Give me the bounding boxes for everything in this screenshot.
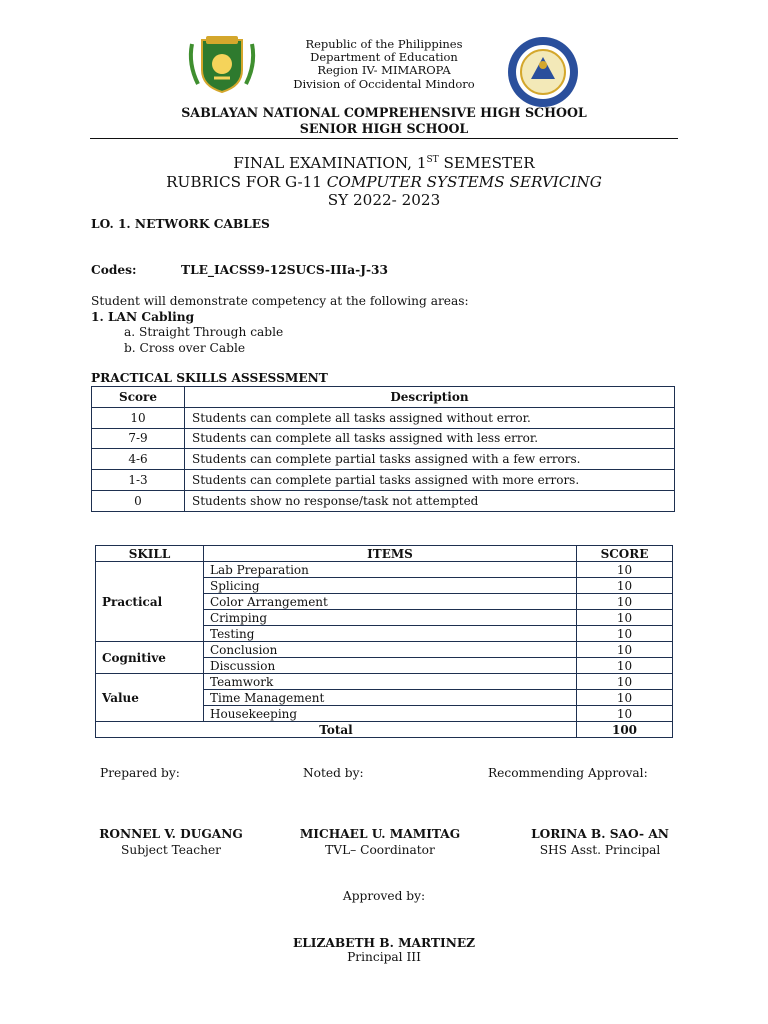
column-header: SKILL xyxy=(96,546,204,562)
table-header-row xyxy=(96,546,673,562)
table-row xyxy=(92,428,675,449)
score-cell: 7-9 xyxy=(92,428,185,449)
practical-skills-table xyxy=(91,386,675,512)
column-header: SCORE xyxy=(577,546,673,562)
total-label: Total xyxy=(96,722,577,738)
gov-line: Division of Occidental Mindoro xyxy=(293,76,475,91)
item-cell: Splicing xyxy=(204,578,577,594)
table-row xyxy=(92,490,675,511)
table-row xyxy=(96,642,673,658)
item-cell: Teamwork xyxy=(204,674,577,690)
deped-seal-icon xyxy=(506,35,580,109)
score-cell: 10 xyxy=(577,594,673,610)
item-cell: Color Arrangement xyxy=(204,594,577,610)
rubric-subject: COMPUTER SYSTEMS SERVICING xyxy=(326,173,602,191)
item-cell: Time Management xyxy=(204,690,577,706)
signatory-role: Subject Teacher xyxy=(121,843,221,857)
gov-line: Department of Education xyxy=(310,50,458,65)
gov-line: Republic of the Philippines xyxy=(305,37,463,51)
approver-role: Principal III xyxy=(347,950,421,964)
approver-name: ELIZABETH B. MARTINEZ xyxy=(292,936,476,950)
signatory-role: TVL– Coordinator xyxy=(325,843,435,857)
rubric-title-prefix: RUBRICS FOR G-11 xyxy=(166,173,327,191)
government-header xyxy=(260,38,508,91)
signatory-role: SHS Asst. Principal xyxy=(539,843,661,857)
skill-cell: Value xyxy=(96,674,204,722)
table-header-row xyxy=(92,387,675,408)
exam-title xyxy=(0,154,768,172)
exam-title-prefix: FINAL EXAMINATION, 1 xyxy=(233,154,427,172)
score-cell: 10 xyxy=(577,578,673,594)
item-cell: Housekeeping xyxy=(204,706,577,722)
score-cell: 10 xyxy=(577,690,673,706)
item-cell: Crimping xyxy=(204,610,577,626)
competency-heading: 1. LAN Cabling xyxy=(91,310,195,324)
approved-by-label: Approved by: xyxy=(342,889,426,903)
description-cell: Students show no response/task not attempted xyxy=(185,490,675,511)
learning-outcome: LO. 1. NETWORK CABLES xyxy=(91,217,270,231)
table-row xyxy=(92,449,675,470)
school-year: SY 2022- 2023 xyxy=(327,191,441,209)
table-row xyxy=(96,674,673,690)
item-cell: Lab Preparation xyxy=(204,562,577,578)
score-cell: 10 xyxy=(577,706,673,722)
signatory-name: RONNEL V. DUGANG xyxy=(99,827,243,841)
table-row xyxy=(96,562,673,578)
rubric-title xyxy=(0,173,768,191)
skills-score-table xyxy=(95,545,673,738)
school-seal-icon xyxy=(184,34,260,96)
exam-title-suffix: SEMESTER xyxy=(438,154,535,172)
description-cell: Students can complete partial tasks assigned with more errors. xyxy=(185,470,675,491)
score-cell: 10 xyxy=(577,658,673,674)
gov-line: Region IV- MIMAROPA xyxy=(317,63,451,78)
table-row xyxy=(92,407,675,428)
signatory-name: LORINA B. SAO- AN xyxy=(531,827,669,841)
skill-cell: Cognitive xyxy=(96,642,204,674)
score-cell: 1-3 xyxy=(92,470,185,491)
codes-value: TLE_IACSS9-12SUCS-IIIa-J-33 xyxy=(181,263,388,277)
competency-item: a. Straight Through cable xyxy=(124,325,284,339)
signatory-name: MICHAEL U. MAMITAG xyxy=(299,827,461,841)
competency-item: b. Cross over Cable xyxy=(124,341,246,355)
description-cell: Students can complete all tasks assigned without error. xyxy=(185,407,675,428)
codes-label: Codes: xyxy=(91,263,137,277)
score-cell: 10 xyxy=(577,562,673,578)
score-cell: 10 xyxy=(577,626,673,642)
total-row xyxy=(96,722,673,738)
column-header: Score xyxy=(92,387,185,408)
item-cell: Conclusion xyxy=(204,642,577,658)
description-cell: Students can complete partial tasks assigned with a few errors. xyxy=(185,449,675,470)
noted-by-label: Noted by: xyxy=(303,766,364,780)
recommending-label: Recommending Approval: xyxy=(488,766,648,780)
score-cell: 10 xyxy=(577,674,673,690)
exam-title-sup: ST xyxy=(426,154,439,165)
item-cell: Testing xyxy=(204,626,577,642)
school-name: SABLAYAN NATIONAL COMPREHENSIVE HIGH SCHOOL xyxy=(181,105,587,120)
school-level: SENIOR HIGH SCHOOL xyxy=(299,121,469,136)
column-header: Description xyxy=(185,387,675,408)
score-cell: 10 xyxy=(577,610,673,626)
competency-intro: Student will demonstrate competency at the following areas: xyxy=(91,294,469,308)
practical-heading: PRACTICAL SKILLS ASSESSMENT xyxy=(91,371,328,385)
column-header: ITEMS xyxy=(204,546,577,562)
skill-cell: Practical xyxy=(96,562,204,642)
prepared-by-label: Prepared by: xyxy=(100,766,180,780)
description-cell: Students can complete all tasks assigned with less error. xyxy=(185,428,675,449)
score-cell: 10 xyxy=(92,407,185,428)
score-cell: 0 xyxy=(92,490,185,511)
table-row xyxy=(92,470,675,491)
score-cell: 10 xyxy=(577,642,673,658)
total-value: 100 xyxy=(577,722,673,738)
header-divider xyxy=(90,138,678,139)
item-cell: Discussion xyxy=(204,658,577,674)
score-cell: 4-6 xyxy=(92,449,185,470)
